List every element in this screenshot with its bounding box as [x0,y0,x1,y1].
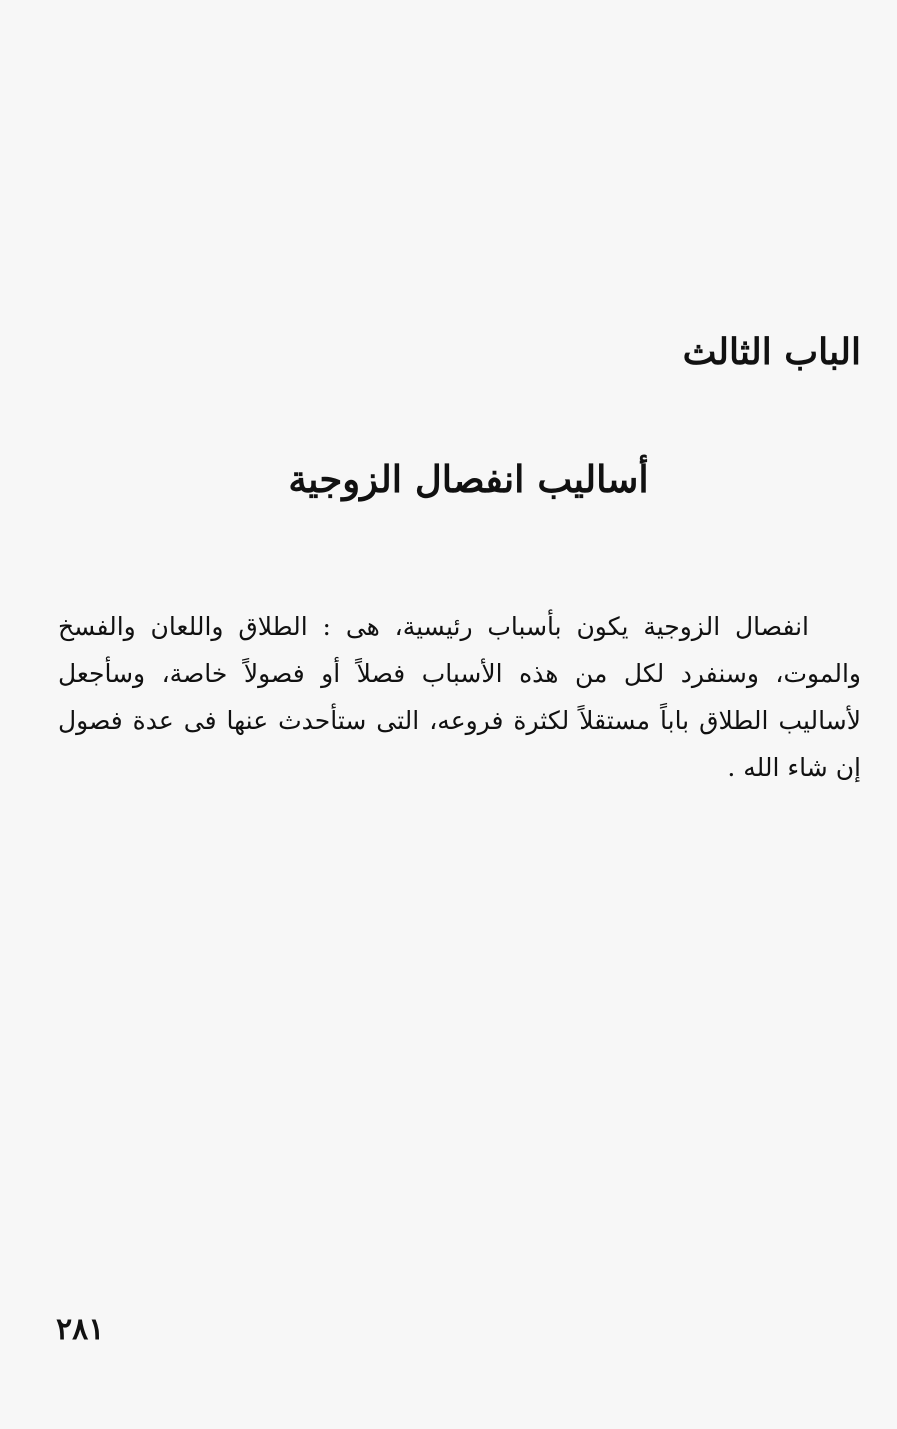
chapter-title: أساليب انفصال الزوجية [288,457,649,501]
chapter-label: الباب الثالث [682,331,861,373]
body-paragraph: انفصال الزوجية يكون بأسباب رئيسية، هى : الطلاق واللعان والفسخ والموت، وسنفرد لكل من هذه الأسباب فصلاً أو فصولاً خاصة، وسأجعل لأساليب الطلاق باباً مستقلاً لكثرة فروعه، التى ستأحدث عنها فى عدة فصول إن شاء الله . [58,612,861,782]
page-number: ٢٨١ [56,1312,105,1347]
